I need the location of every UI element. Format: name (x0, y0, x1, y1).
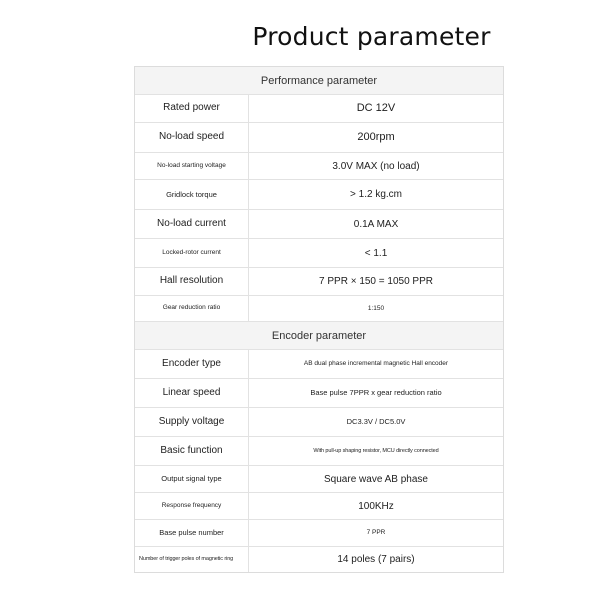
table-row (135, 465, 503, 492)
section-title: Performance parameter (260, 74, 378, 87)
row-label: Gear reduction ratio (135, 296, 249, 321)
row-label: Output signal type (135, 466, 249, 492)
row-value: < 1.1 (364, 247, 388, 259)
row-label: Basic function (135, 437, 249, 465)
row-label: Number of trigger poles of magnetic ring (135, 547, 249, 572)
table-row (135, 94, 503, 122)
row-label: Locked-rotor current (135, 239, 249, 267)
row-value: With pull-up shaping resistor, MCU directly connected (313, 447, 439, 454)
row-value: 14 poles (7 pairs) (337, 554, 415, 565)
row-label: Base pulse number (135, 520, 249, 546)
row-label: No-load speed (135, 123, 249, 152)
table-row (135, 122, 503, 152)
table-row (135, 519, 503, 546)
section-header-encoder (135, 321, 503, 349)
page-title: Product parameter (252, 22, 491, 51)
row-label: No-load starting voltage (135, 153, 249, 179)
table-row (135, 378, 503, 407)
row-label: Supply voltage (135, 408, 249, 436)
row-label: Gridlock torque (135, 180, 249, 209)
table-row (135, 407, 503, 436)
table-row (135, 267, 503, 295)
section-header-performance (135, 67, 503, 94)
row-value: 7 PPR (366, 529, 386, 537)
row-label: Encoder type (135, 350, 249, 378)
row-value: 0.1A MAX (353, 218, 399, 230)
table-row (135, 436, 503, 465)
row-label: No-load current (135, 210, 249, 238)
row-value: AB dual phase incremental magnetic Hall encoder (303, 360, 449, 368)
row-label: Rated power (135, 95, 249, 122)
row-value: DC3.3V / DC5.0V (346, 416, 406, 426)
table-row (135, 152, 503, 179)
row-value: Square wave AB phase (324, 473, 428, 485)
table-row (135, 492, 503, 519)
row-value: 200rpm (357, 131, 395, 144)
row-label: Response frequency (135, 493, 249, 519)
row-label: Hall resolution (135, 268, 249, 295)
table-row (135, 238, 503, 267)
row-label: Linear speed (135, 379, 249, 407)
table-row (135, 295, 503, 321)
section-title: Encoder parameter (271, 329, 367, 342)
table-row (135, 209, 503, 238)
table-row (135, 546, 503, 572)
row-value: 1:150 (367, 304, 385, 312)
row-value: > 1.2 kg.cm (350, 189, 402, 200)
row-value: Base pulse 7PPR x gear reduction ratio (310, 387, 442, 397)
table-row (135, 349, 503, 378)
parameter-table (134, 66, 504, 573)
row-value: DC 12V (356, 102, 396, 115)
row-value: 3.0V MAX (no load) (332, 160, 420, 172)
row-value: 7 PPR × 150 = 1050 PPR (319, 276, 433, 287)
row-value: 100KHz (358, 500, 394, 512)
table-row (135, 179, 503, 209)
